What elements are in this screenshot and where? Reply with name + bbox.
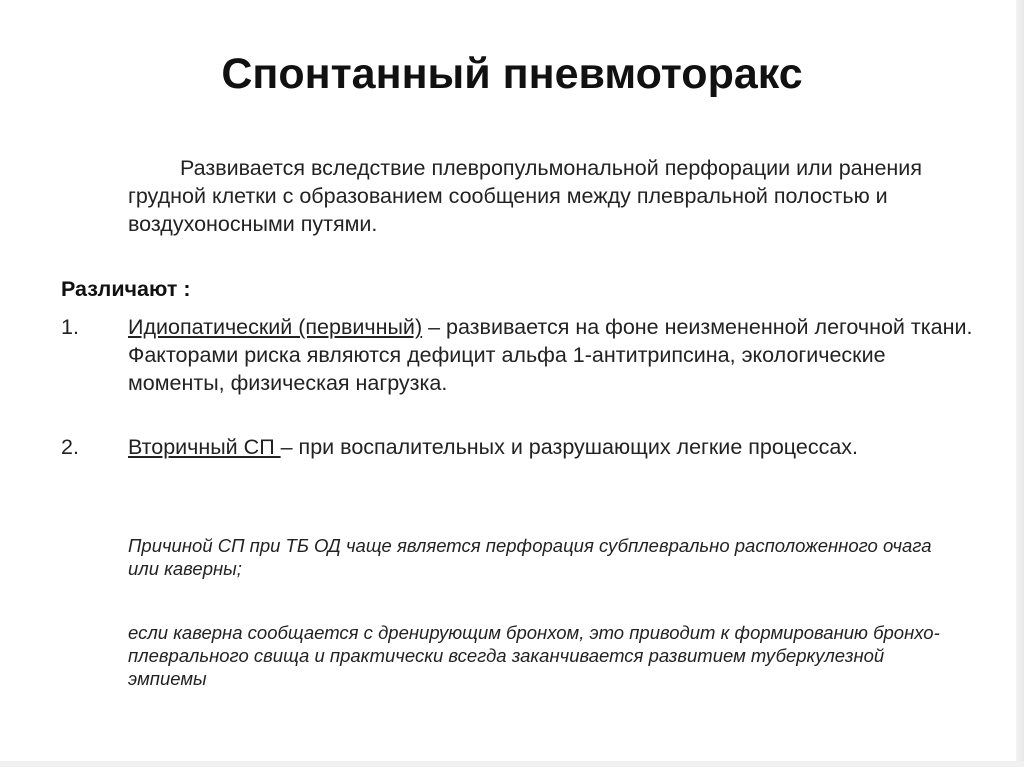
slide-edge-right bbox=[1016, 0, 1024, 767]
note-paragraph: если каверна сообщается с дренирующим бронхом, это приводит к формированию бронхо-плеврального свища и практически всегда заканчивается развитием туберкулезной эмпиемы bbox=[128, 622, 940, 689]
list-item-term: Вторичный СП bbox=[128, 435, 281, 459]
slide-edge-bottom bbox=[0, 761, 1024, 767]
list-item-term: Идиопатический (первичный) bbox=[128, 315, 423, 339]
list-item-number: 1. bbox=[61, 315, 79, 339]
distinguish-label: Различают : bbox=[61, 277, 191, 301]
list-item-primary bbox=[128, 313, 978, 397]
list-item-number: 2. bbox=[61, 435, 79, 459]
intro-paragraph: Развивается вследствие плевропульмональной перфорации или ранения грудной клетки с образованием сообщения между плевральной полостью и воздухоносными путями. bbox=[128, 156, 922, 236]
list-item-text: – при воспалительных и разрушающих легкие процессах. bbox=[280, 435, 859, 459]
slide-title: Спонтанный пневмоторакс bbox=[221, 50, 803, 98]
note-paragraph: Причиной СП при ТБ ОД чаще является перфорация субплеврально расположенного очага или каверны; bbox=[128, 535, 932, 579]
list-item-secondary bbox=[128, 433, 978, 461]
list-item-text: – развивается на фоне неизмененной легочной ткани. Факторами риска являются дефицит альфа 1-антитрипсина, экологические моменты, физическая нагрузка. bbox=[128, 315, 973, 395]
